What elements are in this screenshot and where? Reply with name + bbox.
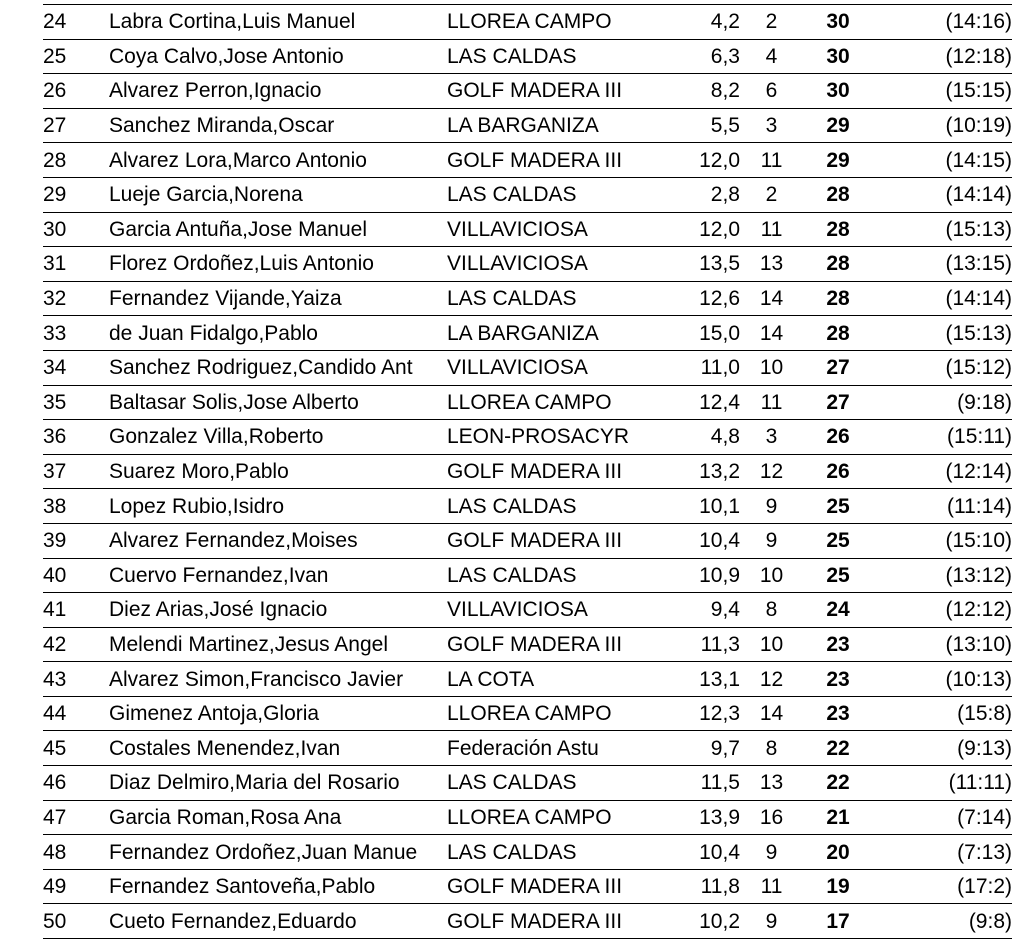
- split-score-cell: (13:15): [873, 247, 1012, 282]
- club-cell: LAS CALDAS: [447, 39, 667, 74]
- table-row: [43, 212, 1012, 247]
- playing-handicap-cell: 12: [740, 662, 803, 697]
- handicap-cell: 12,0: [667, 212, 740, 247]
- player-name-cell: Suarez Moro,Pablo: [109, 454, 447, 489]
- player-name-cell: Gonzalez Villa,Roberto: [109, 420, 447, 455]
- split-score-cell: (15:12): [873, 350, 1012, 385]
- handicap-cell: 12,3: [667, 696, 740, 731]
- points-cell: 28: [803, 316, 873, 351]
- split-score-cell: (12:18): [873, 39, 1012, 74]
- points-cell: 17: [803, 904, 873, 939]
- handicap-cell: 2,8: [667, 177, 740, 212]
- table-row: [43, 281, 1012, 316]
- club-cell: VILLAVICIOSA: [447, 350, 667, 385]
- position-cell: 28: [43, 143, 109, 178]
- handicap-cell: 11,3: [667, 627, 740, 662]
- club-cell: LA COTA: [447, 662, 667, 697]
- player-name-cell: Lueje Garcia,Norena: [109, 177, 447, 212]
- player-name-cell: Labra Cortina,Luis Manuel: [109, 5, 447, 40]
- table-row: [43, 420, 1012, 455]
- handicap-cell: 4,2: [667, 5, 740, 40]
- table-row: [43, 108, 1012, 143]
- club-cell: GOLF MADERA III: [447, 523, 667, 558]
- player-name-cell: Alvarez Perron,Ignacio: [109, 74, 447, 109]
- player-name-cell: Lopez Rubio,Isidro: [109, 489, 447, 524]
- playing-handicap-cell: 10: [740, 627, 803, 662]
- player-name-cell: Gimenez Antoja,Gloria: [109, 696, 447, 731]
- points-cell: 22: [803, 731, 873, 766]
- club-cell: LLOREA CAMPO: [447, 696, 667, 731]
- handicap-cell: 8,2: [667, 74, 740, 109]
- table-row: [43, 696, 1012, 731]
- points-cell: 28: [803, 281, 873, 316]
- position-cell: 45: [43, 731, 109, 766]
- club-cell: GOLF MADERA III: [447, 627, 667, 662]
- position-cell: 38: [43, 489, 109, 524]
- points-cell: 23: [803, 627, 873, 662]
- player-name-cell: Diez Arias,José Ignacio: [109, 593, 447, 628]
- playing-handicap-cell: 4: [740, 39, 803, 74]
- handicap-cell: 10,9: [667, 558, 740, 593]
- points-cell: 27: [803, 350, 873, 385]
- player-name-cell: Cuervo Fernandez,Ivan: [109, 558, 447, 593]
- club-cell: LAS CALDAS: [447, 558, 667, 593]
- position-cell: 33: [43, 316, 109, 351]
- playing-handicap-cell: 12: [740, 454, 803, 489]
- club-cell: LAS CALDAS: [447, 281, 667, 316]
- club-cell: GOLF MADERA III: [447, 869, 667, 904]
- playing-handicap-cell: 14: [740, 316, 803, 351]
- position-cell: 25: [43, 39, 109, 74]
- club-cell: GOLF MADERA III: [447, 904, 667, 939]
- handicap-cell: 11,0: [667, 350, 740, 385]
- player-name-cell: Garcia Roman,Rosa Ana: [109, 800, 447, 835]
- playing-handicap-cell: 16: [740, 800, 803, 835]
- points-cell: 25: [803, 523, 873, 558]
- split-score-cell: (7:13): [873, 835, 1012, 870]
- playing-handicap-cell: 11: [740, 869, 803, 904]
- split-score-cell: (14:14): [873, 177, 1012, 212]
- club-cell: GOLF MADERA III: [447, 74, 667, 109]
- results-table-body: [43, 5, 1012, 939]
- split-score-cell: (15:10): [873, 523, 1012, 558]
- club-cell: LAS CALDAS: [447, 835, 667, 870]
- handicap-cell: 11,8: [667, 869, 740, 904]
- table-row: [43, 489, 1012, 524]
- playing-handicap-cell: 9: [740, 523, 803, 558]
- split-score-cell: (10:19): [873, 108, 1012, 143]
- split-score-cell: (11:14): [873, 489, 1012, 524]
- handicap-cell: 6,3: [667, 39, 740, 74]
- position-cell: 31: [43, 247, 109, 282]
- club-cell: LLOREA CAMPO: [447, 5, 667, 40]
- club-cell: LAS CALDAS: [447, 177, 667, 212]
- table-row: [43, 316, 1012, 351]
- handicap-cell: 12,0: [667, 143, 740, 178]
- position-cell: 41: [43, 593, 109, 628]
- split-score-cell: (14:15): [873, 143, 1012, 178]
- playing-handicap-cell: 13: [740, 766, 803, 801]
- player-name-cell: Alvarez Lora,Marco Antonio: [109, 143, 447, 178]
- table-row: [43, 39, 1012, 74]
- club-cell: LAS CALDAS: [447, 489, 667, 524]
- points-cell: 26: [803, 454, 873, 489]
- position-cell: 40: [43, 558, 109, 593]
- handicap-cell: 5,5: [667, 108, 740, 143]
- player-name-cell: Sanchez Miranda,Oscar: [109, 108, 447, 143]
- position-cell: 49: [43, 869, 109, 904]
- split-score-cell: (7:14): [873, 800, 1012, 835]
- playing-handicap-cell: 6: [740, 74, 803, 109]
- player-name-cell: Alvarez Fernandez,Moises: [109, 523, 447, 558]
- club-cell: VILLAVICIOSA: [447, 212, 667, 247]
- split-score-cell: (9:18): [873, 385, 1012, 420]
- table-row: [43, 74, 1012, 109]
- split-score-cell: (9:8): [873, 904, 1012, 939]
- table-row: [43, 593, 1012, 628]
- position-cell: 30: [43, 212, 109, 247]
- player-name-cell: Fernandez Santoveña,Pablo: [109, 869, 447, 904]
- playing-handicap-cell: 9: [740, 489, 803, 524]
- player-name-cell: Cueto Fernandez,Eduardo: [109, 904, 447, 939]
- handicap-cell: 12,4: [667, 385, 740, 420]
- position-cell: 27: [43, 108, 109, 143]
- position-cell: 24: [43, 5, 109, 40]
- playing-handicap-cell: 13: [740, 247, 803, 282]
- player-name-cell: Alvarez Simon,Francisco Javier: [109, 662, 447, 697]
- split-score-cell: (15:8): [873, 696, 1012, 731]
- table-row: [43, 385, 1012, 420]
- playing-handicap-cell: 9: [740, 835, 803, 870]
- split-score-cell: (10:13): [873, 662, 1012, 697]
- split-score-cell: (15:13): [873, 212, 1012, 247]
- player-name-cell: Melendi Martinez,Jesus Angel: [109, 627, 447, 662]
- split-score-cell: (11:11): [873, 766, 1012, 801]
- player-name-cell: Coya Calvo,Jose Antonio: [109, 39, 447, 74]
- club-cell: LA BARGANIZA: [447, 316, 667, 351]
- club-cell: LLOREA CAMPO: [447, 385, 667, 420]
- split-score-cell: (14:16): [873, 5, 1012, 40]
- table-row: [43, 454, 1012, 489]
- player-name-cell: Sanchez Rodriguez,Candido Ant: [109, 350, 447, 385]
- table-row: [43, 662, 1012, 697]
- handicap-cell: 13,1: [667, 662, 740, 697]
- table-row: [43, 869, 1012, 904]
- table-row: [43, 731, 1012, 766]
- points-cell: 25: [803, 489, 873, 524]
- points-cell: 19: [803, 869, 873, 904]
- playing-handicap-cell: 11: [740, 143, 803, 178]
- position-cell: 44: [43, 696, 109, 731]
- points-cell: 28: [803, 177, 873, 212]
- handicap-cell: 9,7: [667, 731, 740, 766]
- position-cell: 37: [43, 454, 109, 489]
- player-name-cell: Florez Ordoñez,Luis Antonio: [109, 247, 447, 282]
- points-cell: 24: [803, 593, 873, 628]
- points-cell: 23: [803, 696, 873, 731]
- split-score-cell: (13:10): [873, 627, 1012, 662]
- playing-handicap-cell: 2: [740, 5, 803, 40]
- handicap-cell: 4,8: [667, 420, 740, 455]
- position-cell: 50: [43, 904, 109, 939]
- club-cell: VILLAVICIOSA: [447, 247, 667, 282]
- points-cell: 27: [803, 385, 873, 420]
- split-score-cell: (9:13): [873, 731, 1012, 766]
- points-cell: 20: [803, 835, 873, 870]
- split-score-cell: (15:15): [873, 74, 1012, 109]
- points-cell: 28: [803, 247, 873, 282]
- playing-handicap-cell: 10: [740, 350, 803, 385]
- playing-handicap-cell: 3: [740, 420, 803, 455]
- position-cell: 46: [43, 766, 109, 801]
- points-cell: 30: [803, 39, 873, 74]
- playing-handicap-cell: 8: [740, 731, 803, 766]
- club-cell: GOLF MADERA III: [447, 143, 667, 178]
- handicap-cell: 10,1: [667, 489, 740, 524]
- club-cell: LA BARGANIZA: [447, 108, 667, 143]
- club-cell: GOLF MADERA III: [447, 454, 667, 489]
- points-cell: 21: [803, 800, 873, 835]
- table-row: [43, 835, 1012, 870]
- table-row: [43, 523, 1012, 558]
- club-cell: Federación Astu: [447, 731, 667, 766]
- playing-handicap-cell: 11: [740, 385, 803, 420]
- table-row: [43, 904, 1012, 939]
- playing-handicap-cell: 11: [740, 212, 803, 247]
- player-name-cell: Fernandez Ordoñez,Juan Manue: [109, 835, 447, 870]
- player-name-cell: Diaz Delmiro,Maria del Rosario: [109, 766, 447, 801]
- table-row: [43, 627, 1012, 662]
- points-cell: 23: [803, 662, 873, 697]
- playing-handicap-cell: 8: [740, 593, 803, 628]
- handicap-cell: 15,0: [667, 316, 740, 351]
- table-row: [43, 143, 1012, 178]
- player-name-cell: Fernandez Vijande,Yaiza: [109, 281, 447, 316]
- split-score-cell: (15:13): [873, 316, 1012, 351]
- position-cell: 47: [43, 800, 109, 835]
- split-score-cell: (12:12): [873, 593, 1012, 628]
- handicap-cell: 13,2: [667, 454, 740, 489]
- split-score-cell: (13:12): [873, 558, 1012, 593]
- playing-handicap-cell: 10: [740, 558, 803, 593]
- position-cell: 42: [43, 627, 109, 662]
- split-score-cell: (15:11): [873, 420, 1012, 455]
- points-cell: 25: [803, 558, 873, 593]
- handicap-cell: 10,4: [667, 835, 740, 870]
- split-score-cell: (17:2): [873, 869, 1012, 904]
- club-cell: LLOREA CAMPO: [447, 800, 667, 835]
- club-cell: LEON-PROSACYR: [447, 420, 667, 455]
- points-cell: 28: [803, 212, 873, 247]
- handicap-cell: 9,4: [667, 593, 740, 628]
- handicap-cell: 11,5: [667, 766, 740, 801]
- points-cell: 30: [803, 74, 873, 109]
- player-name-cell: Baltasar Solis,Jose Alberto: [109, 385, 447, 420]
- position-cell: 36: [43, 420, 109, 455]
- table-row: [43, 177, 1012, 212]
- handicap-cell: 10,2: [667, 904, 740, 939]
- points-cell: 29: [803, 108, 873, 143]
- position-cell: 48: [43, 835, 109, 870]
- player-name-cell: de Juan Fidalgo,Pablo: [109, 316, 447, 351]
- table-row: [43, 5, 1012, 40]
- split-score-cell: (14:14): [873, 281, 1012, 316]
- playing-handicap-cell: 2: [740, 177, 803, 212]
- handicap-cell: 13,9: [667, 800, 740, 835]
- position-cell: 26: [43, 74, 109, 109]
- split-score-cell: (12:14): [873, 454, 1012, 489]
- points-cell: 26: [803, 420, 873, 455]
- position-cell: 29: [43, 177, 109, 212]
- club-cell: VILLAVICIOSA: [447, 593, 667, 628]
- handicap-cell: 13,5: [667, 247, 740, 282]
- points-cell: 29: [803, 143, 873, 178]
- playing-handicap-cell: 9: [740, 904, 803, 939]
- points-cell: 22: [803, 766, 873, 801]
- points-cell: 30: [803, 5, 873, 40]
- table-row: [43, 247, 1012, 282]
- handicap-cell: 12,6: [667, 281, 740, 316]
- club-cell: LAS CALDAS: [447, 766, 667, 801]
- player-name-cell: Costales Menendez,Ivan: [109, 731, 447, 766]
- table-row: [43, 350, 1012, 385]
- table-row: [43, 800, 1012, 835]
- position-cell: 34: [43, 350, 109, 385]
- results-table: [43, 4, 1012, 939]
- position-cell: 32: [43, 281, 109, 316]
- position-cell: 39: [43, 523, 109, 558]
- player-name-cell: Garcia Antuña,Jose Manuel: [109, 212, 447, 247]
- playing-handicap-cell: 14: [740, 696, 803, 731]
- playing-handicap-cell: 3: [740, 108, 803, 143]
- table-row: [43, 558, 1012, 593]
- position-cell: 35: [43, 385, 109, 420]
- position-cell: 43: [43, 662, 109, 697]
- handicap-cell: 10,4: [667, 523, 740, 558]
- playing-handicap-cell: 14: [740, 281, 803, 316]
- table-row: [43, 766, 1012, 801]
